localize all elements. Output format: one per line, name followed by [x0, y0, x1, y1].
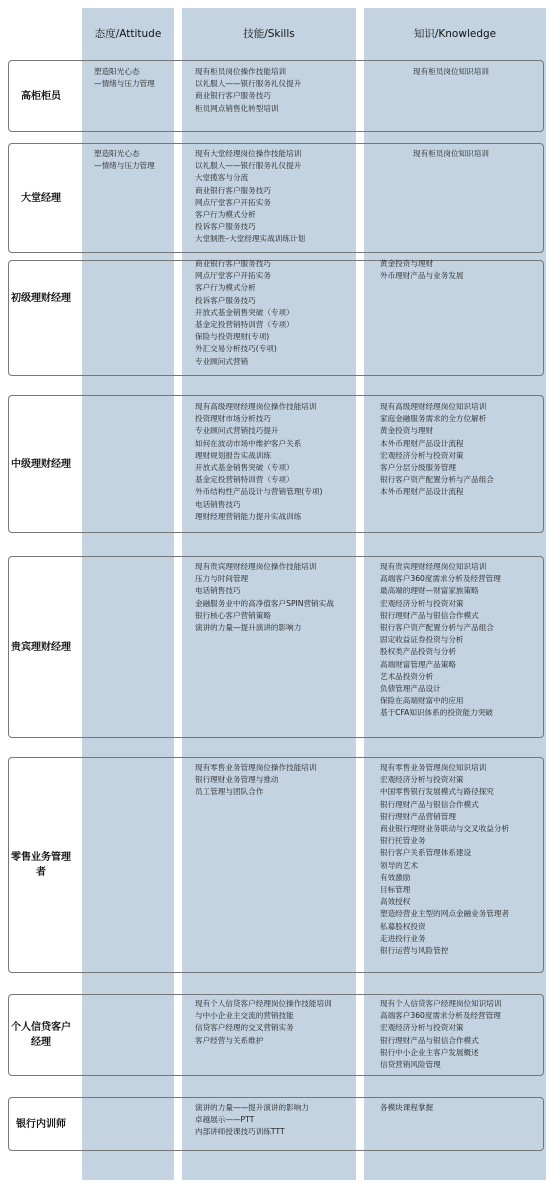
- list-item: 员工管理与团队合作: [195, 787, 264, 797]
- list-item: 本外币理财产品设计流程: [380, 487, 464, 497]
- skills-cell: [195, 1102, 355, 1139]
- list-item: 商业银行客户服务技巧: [195, 259, 271, 268]
- list-item: 银行客户资产配置分析与产品组合: [380, 623, 494, 633]
- list-item: 负债管理产品设计: [380, 684, 441, 694]
- list-item: 卓越展示——PTT: [195, 1115, 255, 1125]
- list-item: 基于CFA知识体系的投资能力突破: [380, 708, 493, 718]
- skills-cell: [195, 561, 355, 634]
- list-item: 商业银行理财业务联动与交叉收益分析: [380, 824, 510, 834]
- list-item: 中国零售银行发展模式与路径探究: [380, 787, 494, 797]
- list-item: 专业顾问式营销: [195, 356, 249, 366]
- list-item: 基金定投营销特训营（专项）: [195, 475, 294, 485]
- skills-cell: [195, 998, 355, 1047]
- list-item: 固定收益证券投资与分析: [380, 635, 464, 645]
- list-item: 银行理财产品与银信合作模式: [380, 1035, 479, 1045]
- list-item: 商业银行客户服务技巧: [195, 185, 271, 195]
- list-item: 保险在高端财富中的应用: [380, 696, 464, 706]
- list-item: 走进投行业务: [380, 933, 426, 943]
- list-item: 黄金投资与理财: [380, 259, 434, 268]
- list-item: 柜员网点销售化转型培训: [195, 103, 279, 113]
- list-item: 领导的艺术: [380, 860, 418, 870]
- list-item: 宏观经济分析与投资对策: [380, 775, 464, 785]
- list-item: 演讲的力量——提升演讲的影响力: [195, 1103, 309, 1112]
- list-item: 客户行为模式分析: [195, 210, 256, 220]
- list-item: 外币理财产品与业务发展: [380, 271, 464, 281]
- list-item: —情绪与压力管理: [94, 79, 155, 89]
- list-item: 宏观经济分析与投资对策: [380, 1023, 464, 1033]
- list-item: 保险与投资理财(专项): [195, 332, 270, 342]
- list-item: 理财经理营销能力提升实战训练: [195, 511, 302, 521]
- list-item: 大堂制胜–大堂经理实战训练计划: [195, 234, 306, 244]
- role-label: 初级理财经理: [11, 292, 71, 304]
- list-item: 投诉客户服务技巧: [195, 222, 256, 232]
- attitude-cell: [94, 148, 174, 172]
- list-item: 金融服务业中的高净值客户SPIN营销实战: [195, 598, 334, 608]
- knowledge-cell: [380, 561, 545, 720]
- knowledge-cell: [380, 1102, 545, 1114]
- list-item: 现有个人信贷客户经理岗位知识培训: [380, 999, 502, 1008]
- list-item: 塑造经营业主型的网点金融业务管理者: [380, 909, 510, 919]
- knowledge-cell: [366, 66, 536, 78]
- list-item: 家庭金融服务需求的全方位解析: [380, 414, 487, 424]
- list-item: 现有高级理财经理岗位知识培训: [380, 402, 487, 411]
- list-item: 电话销售技巧: [195, 499, 241, 509]
- attitude-cell: [94, 66, 174, 90]
- list-item: 现有贵宾理财经理岗位操作技能培训: [195, 562, 317, 571]
- list-item: 高端财富管理产品策略: [380, 659, 456, 669]
- list-item: 外汇交易分析技巧(专项): [195, 344, 277, 354]
- list-item: 现有个人信贷客户经理岗位操作技能培训: [195, 999, 332, 1008]
- list-item: 银行理财产品营销管理: [380, 811, 456, 821]
- list-item: 目标管理: [380, 885, 411, 895]
- knowledge-cell: [366, 148, 536, 160]
- list-item: 艺术品投资分析: [380, 671, 434, 681]
- list-item: 现有柜员岗位知识培训: [413, 67, 489, 76]
- list-item: 信贷客户经理的交叉营销实务: [195, 1023, 294, 1033]
- list-item: 银行客户资产配置分析与产品组合: [380, 475, 494, 485]
- list-item: 银行理财产品与银信合作模式: [380, 799, 479, 809]
- role-label: 大堂经理: [21, 192, 61, 204]
- list-item: 高效授权: [380, 897, 411, 907]
- list-item: 银行核心客户营销策略: [195, 610, 271, 620]
- skills-cell: [195, 258, 355, 368]
- list-item: 现有高级理财经理岗位操作技能培训: [195, 402, 317, 411]
- list-item: 宏观经济分析与投资对策: [380, 598, 464, 608]
- skills-cell: [195, 401, 355, 523]
- list-item: 信贷营销风险管理: [380, 1060, 441, 1070]
- list-item: 银行客户关系管理体系建设: [380, 848, 472, 858]
- list-item: 商业银行客户服务技巧: [195, 91, 271, 101]
- list-item: 股权类产品投资与分析: [380, 647, 456, 657]
- list-item: 宏观经济分析与投资对策: [380, 450, 464, 460]
- list-item: 现有零售业务管理岗位知识培训: [380, 763, 487, 772]
- list-item: 投资理财市场分析技巧: [195, 414, 271, 424]
- list-item: 现有柜员岗位知识培训: [413, 149, 489, 158]
- list-item: 如何在波动市场中维护客户关系: [195, 438, 302, 448]
- list-item: 塑造阳光心态: [94, 67, 140, 76]
- list-item: 本外币理财产品设计流程: [380, 438, 464, 448]
- skills-cell: [195, 66, 355, 115]
- list-item: 以礼服人——银行服务礼仪提升: [195, 161, 302, 171]
- list-item: 网点厅堂客户开拓实务: [195, 271, 271, 281]
- list-item: 银行托管业务: [380, 836, 426, 846]
- list-item: 客户经营与关系维护: [195, 1035, 264, 1045]
- list-item: —情绪与压力管理: [94, 161, 155, 171]
- skills-cell: [195, 148, 355, 246]
- role-label: 贵宾理财经理: [11, 641, 71, 653]
- list-item: 现有贵宾理财经理岗位知识培训: [380, 562, 487, 571]
- knowledge-cell: [380, 258, 545, 282]
- attitude-header: 态度/Attitude: [94, 27, 162, 40]
- list-item: 压力与时间管理: [195, 574, 249, 584]
- list-item: 塑造阳光心态: [94, 149, 140, 158]
- list-item: 银行运营与风险管控: [380, 946, 449, 956]
- knowledge-header: 知识/Knowledge: [413, 27, 497, 40]
- list-item: 银行中小企业主客户发展概述: [380, 1047, 479, 1057]
- knowledge-cell: [380, 762, 545, 957]
- list-item: 私募股权投资: [380, 921, 426, 931]
- list-item: 专业顾问式营销技巧提升: [195, 426, 279, 436]
- list-item: 银行理财产品与银信合作模式: [380, 610, 479, 620]
- list-item: 基金定投营销特训营（专项）: [195, 320, 294, 330]
- skills-header: 技能/Skills: [243, 27, 295, 40]
- list-item: 高端客户360度需求分析及经营管理: [380, 1011, 501, 1021]
- list-item: 与中小企业主交流的营销技能: [195, 1011, 294, 1021]
- role-label: 个人信贷客户经理: [11, 1022, 71, 1048]
- knowledge-cell: [380, 401, 545, 499]
- list-item: 客户行为模式分析: [195, 283, 256, 293]
- list-item: 演讲的力量—提升演讲的影响力: [195, 623, 302, 633]
- list-item: 理财规划报告实战训练: [195, 450, 271, 460]
- list-item: 外币结构性产品设计与营销管理(专项): [195, 487, 323, 497]
- list-item: 电话销售技巧: [195, 586, 241, 596]
- list-item: 有效激励: [380, 872, 411, 882]
- role-label: 中级理财经理: [11, 458, 71, 470]
- role-label: 零售业务管理者: [11, 852, 71, 878]
- list-item: 现有大堂经理岗位操作技能培训: [195, 149, 302, 158]
- list-item: 高端客户360度需求分析及经营管理: [380, 574, 501, 584]
- role-label: 银行内训师: [16, 1118, 66, 1130]
- knowledge-cell: [380, 998, 545, 1071]
- list-item: 现有柜员岗位操作技能培训: [195, 67, 287, 76]
- role-label: 高柜柜员: [21, 90, 61, 102]
- list-item: 投诉客户服务技巧: [195, 295, 256, 305]
- list-item: 内部讲师授课技巧训练TTT: [195, 1127, 285, 1137]
- list-item: 现有零售业务管理岗位操作技能培训: [195, 763, 317, 772]
- list-item: 最高端的理财—财富家族策略: [380, 586, 479, 596]
- list-item: 网点厅堂客户开拓实务: [195, 197, 271, 207]
- list-item: 黄金投资与理财: [380, 426, 434, 436]
- list-item: 大堂揽客与分流: [195, 173, 249, 183]
- list-item: 开放式基金销售突破（专项）: [195, 307, 294, 317]
- list-item: 各模块课程掌握: [380, 1103, 434, 1112]
- list-item: 开放式基金销售突破（专项）: [195, 463, 294, 473]
- list-item: 银行理财业务管理与推动: [195, 775, 279, 785]
- list-item: 以礼服人——银行服务礼仪提升: [195, 79, 302, 89]
- skills-cell: [195, 762, 355, 799]
- list-item: 客户分层分级服务管理: [380, 463, 456, 473]
